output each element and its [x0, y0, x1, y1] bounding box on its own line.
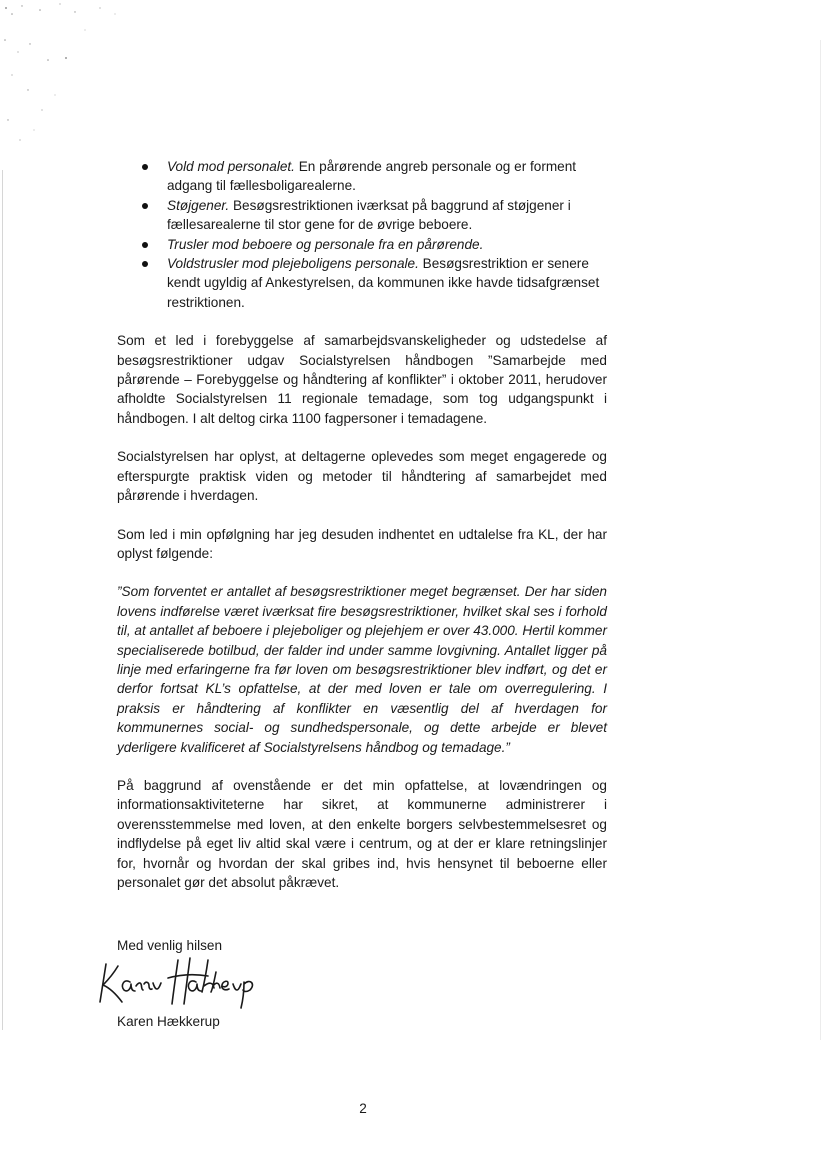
item-text: Besøgsrestriktionen iværksat på baggrund af støjgener i fællesarealerne til stor gene for de øvrige beboere.	[167, 197, 571, 233]
scan-speckle	[0, 0, 130, 170]
letter-body	[117, 157, 607, 892]
bullet-icon	[142, 261, 148, 267]
list-item	[117, 157, 607, 196]
restriction-list	[117, 157, 607, 312]
item-title: Voldstrusler mod plejeboligens personale.	[167, 256, 419, 272]
bullet-icon	[142, 203, 148, 209]
list-item	[117, 235, 607, 254]
item-title: Støjgener.	[167, 197, 230, 213]
list-item	[117, 196, 607, 235]
paragraph-handbook: Som et led i forebyggelse af samarbejdsvanskeligheder og udstedelse af besøgsrestriktioner udgav Socialstyrelsen håndbogen ”Samarbejde med pårørende – Forebyggelse og håndtering af konflikter” i oktober 2011, herudover afholdte Socialstyrelsen 11 regionale temadage, som tog udgangspunkt i håndbogen. I alt deltog cirka 1100 fagpersoner i temadagene.	[117, 333, 607, 426]
item-title: Vold mod personalet.	[167, 159, 295, 174]
item-text: En pårørende angreb personale og er forment adgang til fællesboligarealerne.	[167, 159, 577, 194]
bullet-icon	[142, 242, 148, 248]
item-title: Trusler mod beboere og personale fra en pårørende.	[167, 236, 484, 252]
scan-edge-left	[2, 170, 3, 1030]
bullet-icon	[142, 164, 148, 170]
page-number: 2	[359, 1101, 367, 1116]
paragraph-conclusion: På baggrund af ovenstående er det min opfattelse, at lovændringen og informationsaktiviteterne har sikret, at kommunerne administrerer i overensstemmelse med loven, at den enkelte borgers selvbestemmelsesret og indflydelse på eget liv altid skal være i centrum, og at der er klare retningslinjer for, hvornår og hvordan der skal gribes ind, hvis hensynet til beboerne eller personalet gør det absolut påkrævet.	[117, 777, 607, 890]
item-text: Besøgsrestriktion er senere kendt ugyldig af Ankestyrelsen, da kommunen ikke havde tidsafgrænset restriktionen.	[167, 256, 600, 310]
paragraph-feedback: Socialstyrelsen har oplyst, at deltagerne oplevedes som meget engagerede og efterspurgte praktisk viden og metoder til håndtering af samarbejdet med pårørende i hverdagen.	[117, 449, 607, 504]
signature-image	[96, 952, 266, 1010]
paragraph-kl-statement: Som led i min opfølgning har jeg desuden indhentet en udtalelse fra KL, der har oplyst følgende:	[117, 526, 607, 561]
list-item	[117, 254, 607, 312]
closing-greeting: Med venlig hilsen	[117, 938, 223, 953]
kl-quote: ”Som forventet er antallet af besøgsrestriktioner meget begrænset. Der har siden lovens indførelse været iværksat fire besøgsrestriktioner, hvilket skal ses i forhold til, at antallet af beboere i plejeboliger og plejehjem er over 43.000. Hertil kommer specialiserede botilbud, der falder ind under samme lovgivning. Antallet ligger på linje med erfaringerne fra før loven om besøgsrestriktioner blev indført, og det er derfor fortsat KL’s opfattelse, at der med loven er tale om overregulering. I praksis er håndtering af konflikter en væsentlig del af hverdagen for kommunernes social- og sundhedspersonale, og dette arbejde er blevet yderligere kvalificeret af Socialstyrelsens håndbog og temadage.”	[117, 584, 607, 755]
scan-edge-right	[820, 40, 821, 1040]
signer-name: Karen Hækkerup	[117, 1014, 220, 1029]
